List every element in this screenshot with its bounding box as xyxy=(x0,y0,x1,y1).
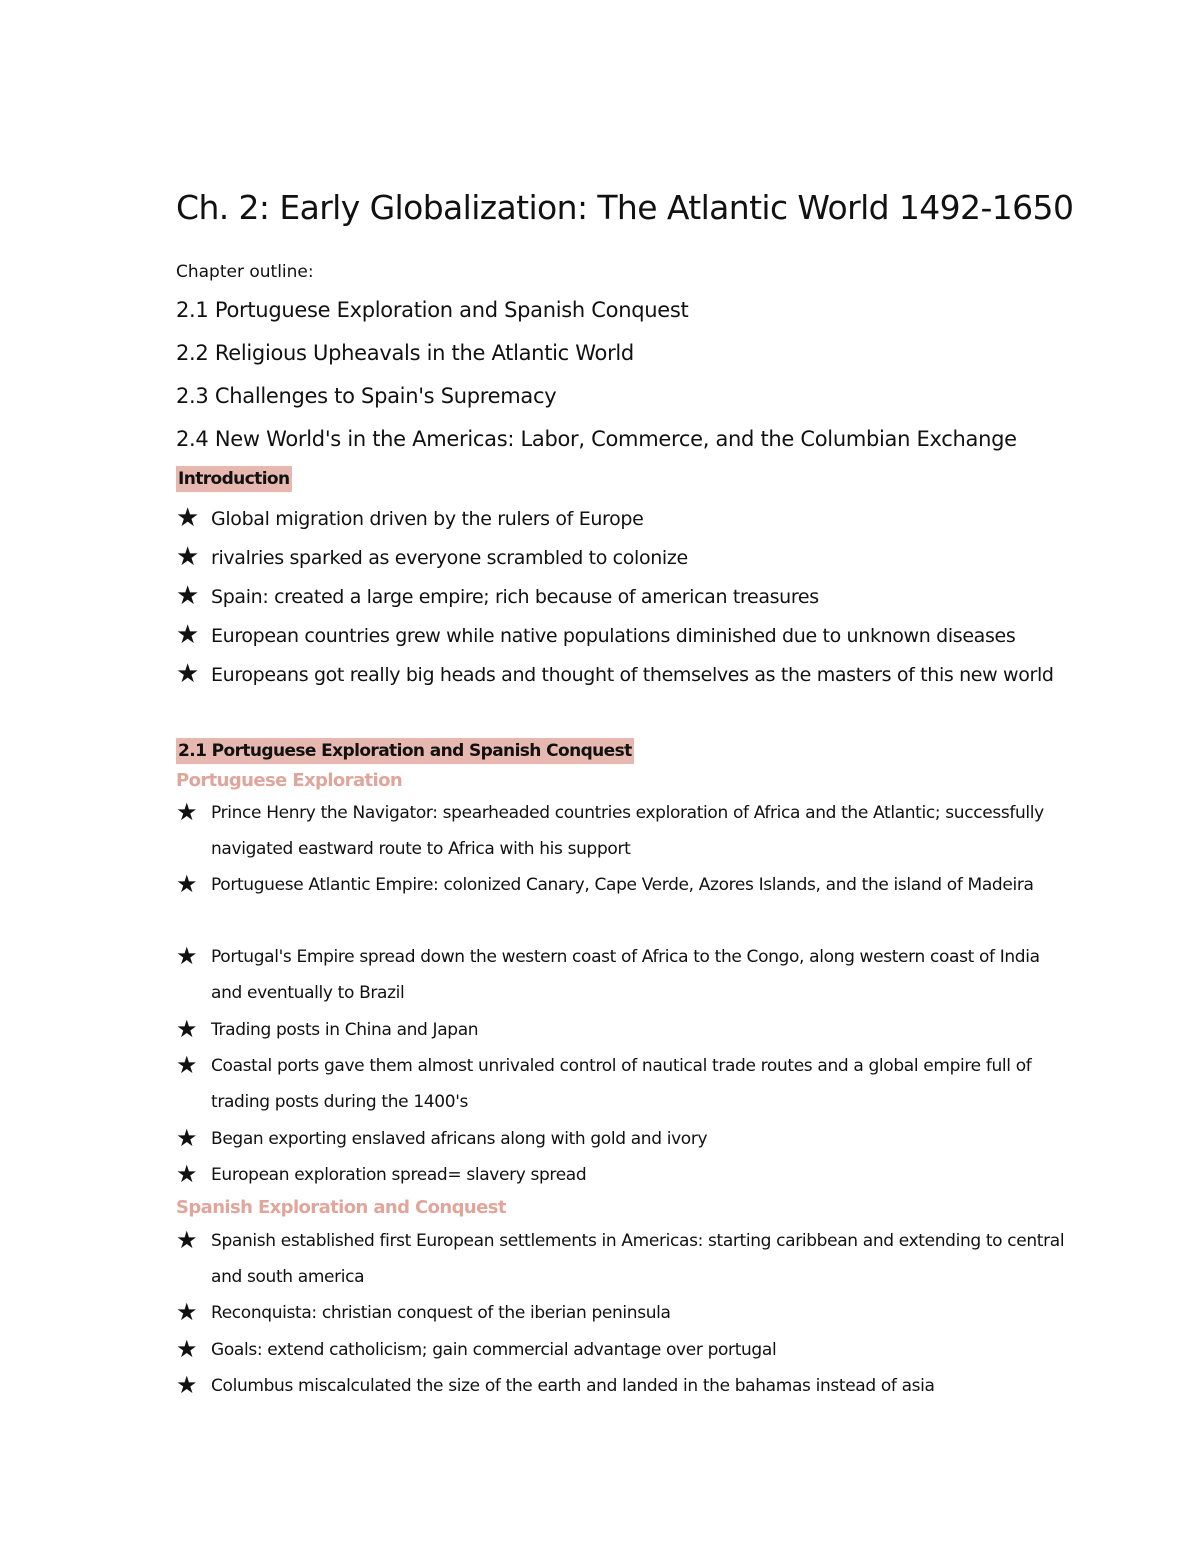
section-heading: 2.1 Portuguese Exploration and Spanish Conquest xyxy=(176,738,634,764)
introduction-heading: Introduction xyxy=(176,466,292,492)
bullet-text: Global migration driven by the rulers of Europe xyxy=(211,508,644,530)
outline-item: 2.2 Religious Upheavals in the Atlantic World xyxy=(176,341,634,365)
bullet-text: Portuguese Atlantic Empire: colonized Canary, Cape Verde, Azores Islands, and the island of Madeira xyxy=(211,875,1034,895)
star-icon: ★ xyxy=(176,1335,198,1363)
bullet-text: rivalries sparked as everyone scrambled to colonize xyxy=(211,547,688,569)
star-icon: ★ xyxy=(176,1371,198,1399)
outline-item: 2.3 Challenges to Spain's Supremacy xyxy=(176,384,557,408)
bullet-text: Goals: extend catholicism; gain commercial advantage over portugal xyxy=(211,1340,777,1360)
star-icon: ★ xyxy=(176,1051,198,1079)
star-icon: ★ xyxy=(176,798,198,826)
star-icon: ★ xyxy=(176,503,200,533)
star-icon: ★ xyxy=(176,581,200,611)
bullet-text: European exploration spread= slavery spread xyxy=(211,1165,587,1185)
bullet-text: Columbus miscalculated the size of the earth and landed in the bahamas instead of asia xyxy=(211,1376,935,1396)
subsection-heading: Spanish Exploration and Conquest xyxy=(176,1197,506,1218)
star-icon: ★ xyxy=(176,1015,198,1043)
star-icon: ★ xyxy=(176,659,200,689)
bullet-text: Portugal's Empire spread down the western coast of Africa to the Congo, along western coast of India and eventually to Brazil xyxy=(211,947,1040,1003)
bullet-text: Reconquista: christian conquest of the iberian peninsula xyxy=(211,1303,671,1323)
subsection-heading: Portuguese Exploration xyxy=(176,770,403,791)
bullet-text: Trading posts in China and Japan xyxy=(211,1020,479,1040)
page-title: Ch. 2: Early Globalization: The Atlantic World 1492-1650 xyxy=(176,188,1074,227)
star-icon: ★ xyxy=(176,870,198,898)
outline-label: Chapter outline: xyxy=(176,262,314,282)
outline-item: 2.1 Portuguese Exploration and Spanish Conquest xyxy=(176,298,689,322)
star-icon: ★ xyxy=(176,1160,198,1188)
star-icon: ★ xyxy=(176,1298,198,1326)
star-icon: ★ xyxy=(176,620,200,650)
star-icon: ★ xyxy=(176,542,200,572)
bullet-text: Coastal ports gave them almost unrivaled control of nautical trade routes and a global empire full of trading posts during the 1400's xyxy=(211,1056,1032,1112)
bullet-text: Europeans got really big heads and thought of themselves as the masters of this new world xyxy=(211,664,1054,686)
bullet-text: Spain: created a large empire; rich because of american treasures xyxy=(211,586,819,608)
bullet-text: Prince Henry the Navigator: spearheaded countries exploration of Africa and the Atlantic; successfully navigated eastward route to Africa with his support xyxy=(211,803,1044,859)
star-icon: ★ xyxy=(176,1226,198,1254)
outline-item: 2.4 New World's in the Americas: Labor, Commerce, and the Columbian Exchange xyxy=(176,427,1017,451)
bullet-text: Began exporting enslaved africans along with gold and ivory xyxy=(211,1129,708,1149)
bullet-text: Spanish established first European settlements in Americas: starting caribbean and extending to central and south america xyxy=(211,1231,1065,1287)
star-icon: ★ xyxy=(176,942,198,970)
star-icon: ★ xyxy=(176,1124,198,1152)
bullet-text: European countries grew while native populations diminished due to unknown diseases xyxy=(211,625,1016,647)
